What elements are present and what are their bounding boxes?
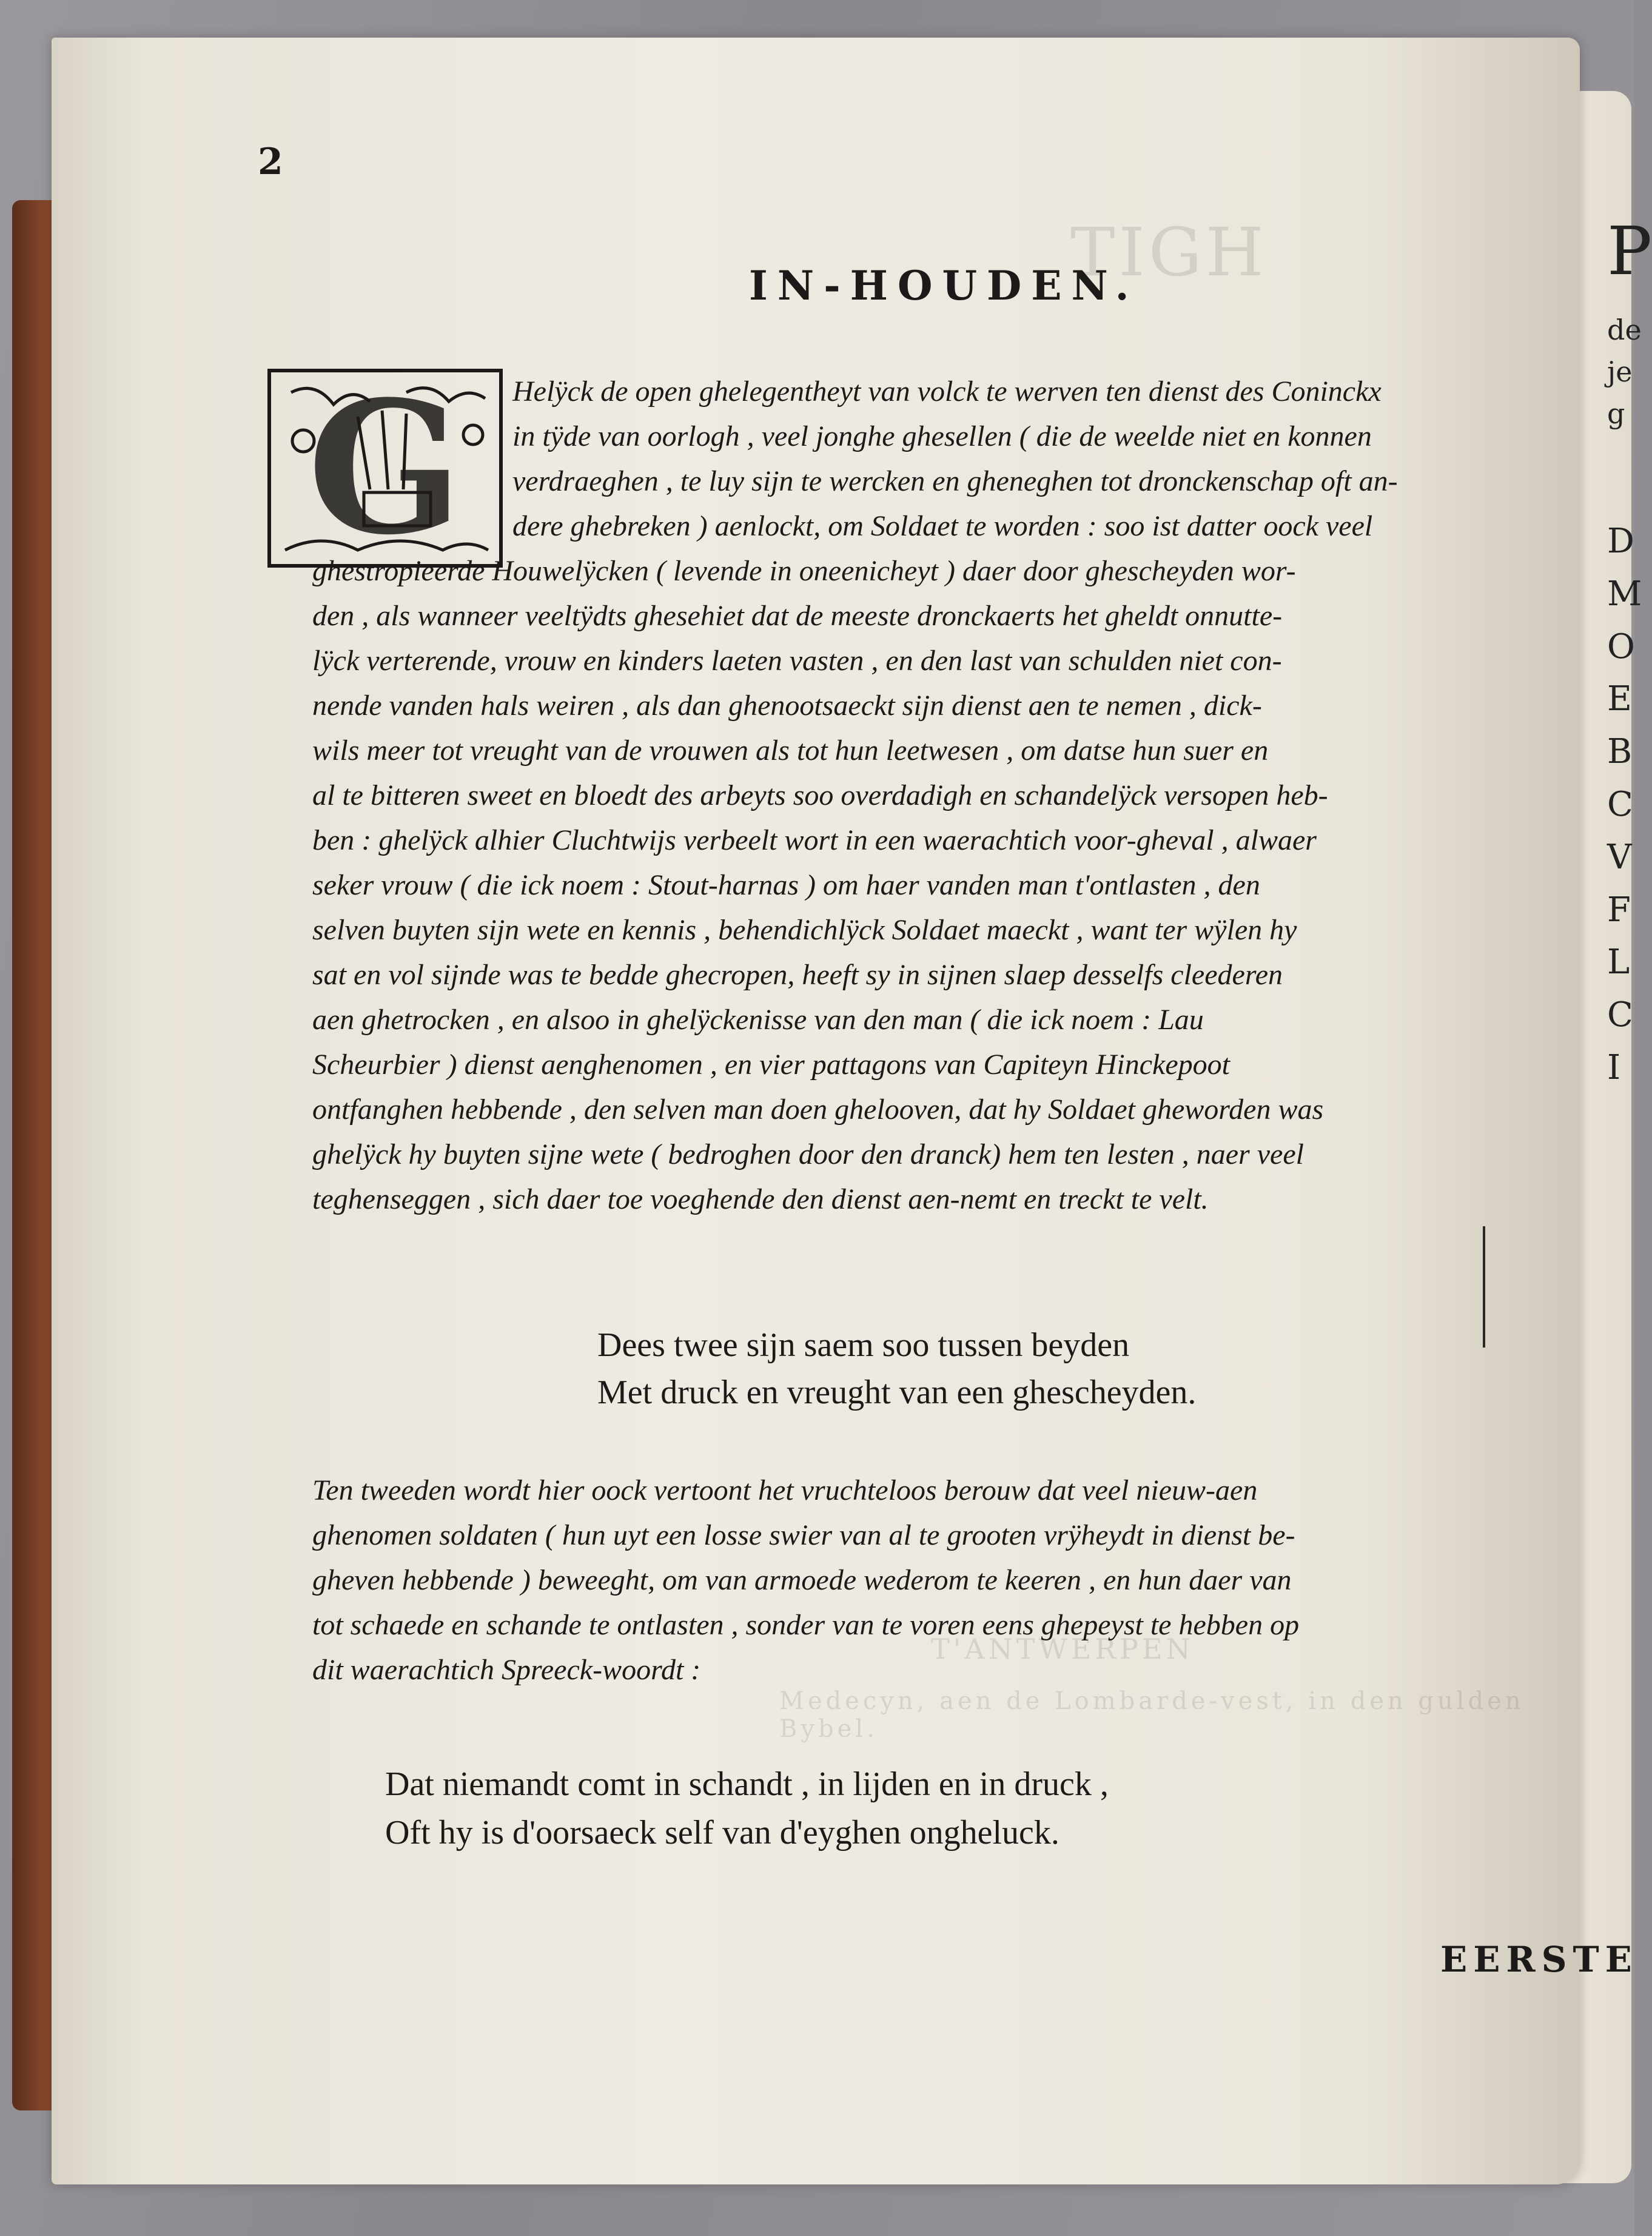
para1-line: selven buyten sijn wete en kennis , behendichlÿck Soldaet maeckt , want ter wÿlen hy <box>312 914 1297 946</box>
para2-line: gheven hebbende ) beweeght, om van armoede wederom te keeren , en hun daer van <box>312 1564 1292 1596</box>
margin-mark <box>1483 1226 1485 1348</box>
para1-line: ghelÿck hy buyten sijne wete ( bedroghen door den dranck) hem ten lesten , naer veel <box>312 1138 1304 1170</box>
para1-line: aen ghetrocken , en alsoo in ghelÿckenisse van den man ( die ick noem : Lau <box>312 1004 1204 1036</box>
para1-line: nende vanden hals weiren , als dan ghenootsaeckt sijn dienst aen te nemen , dick- <box>312 690 1262 722</box>
para1-line: teghenseggen , sich daer toe voeghende den dienst aen-nemt en treckt te velt. <box>312 1183 1209 1215</box>
para1-line: sat en vol sijnde was te bedde ghecropen, heeft sy in sijnen slaep desselfs cleederen <box>312 959 1283 991</box>
verse2-line: Oft hy is d'oorsaeck self van d'eyghen ongheluck. <box>385 1814 1059 1852</box>
woodcut-initial-icon <box>267 361 503 575</box>
para2-line: dit waerachtich Spreeck-woordt : <box>312 1654 701 1686</box>
para1-line: wils meer tot vreught van de vrouwen als tot hun leetwesen , om datse hun suer en <box>312 734 1269 767</box>
para2-line: ghenomen soldaten ( hun uyt een losse swier van al te grooten vrÿheydt in dienst be- <box>312 1519 1295 1551</box>
para1-line: al te bitteren sweet en bloedt des arbeyts soo overdadigh en schandelÿck versopen heb- <box>312 779 1328 811</box>
para1-line: dere ghebreken ) aenlockt, om Soldaet te worden : soo ist datter oock veel <box>512 510 1373 542</box>
para1-line: ontfanghen hebbende , den selven man doen ghelooven, dat hy Soldaet gheworden was <box>312 1093 1324 1126</box>
verse1-line: Met druck en vreught van een ghescheyden. <box>597 1374 1197 1411</box>
para2-line: Ten tweeden wordt hier oock vertoont het vruchteloos berouw dat veel nieuw-aen <box>312 1474 1258 1506</box>
book-page: TIGH T'ANTWERPEN Medecyn, aen de Lombarde-vest, in den gulden Bybel. 2 IN-HOUDEN. G Helÿck de open ghelegentheyt van volck te werven ten dienst des Coninckx in tÿde van oorlogh , veel jonghe ghesellen ( die de weelde niet en konnen verdraeghen , te luy sijn te wercken en gheneghen tot dronckenschap oft an- dere ghebreken ) aenlockt, om Soldaet te worden : soo ist datter oock veel ghestropieerde Houwelÿcken ( levende in oneenicheyt ) daer door ghescheyden wor- den , als wanneer veeltÿdts ghesehiet dat de meeste dronckaerts het gheldt onnutte- lÿck verterende, vrouw en kinders laeten vasten , en den last van schulden niet con- nende vanden hals weiren , als dan ghenootsaeckt sijn dienst aen te nemen , dick- wils meer tot vreught van de vrouwen als tot hun leetwesen , om datse hun suer en al te bitteren sweet en bloedt des arbeyts soo overdadigh en schandelÿck versopen heb- ben : ghelÿck alhier Cluchtwijs verbeelt wort in een waerachtich voor-gheval , alwaer seker vrouw ( die ick noem : Stout-harnas ) om haer vanden man t'ontlasten , den selven buyten sijn wete en kennis , behendichlÿck Soldaet maeckt , want ter wÿlen hy sat en vol sijnde was te bedde ghecropen, heeft sy in sijnen slaep desselfs cleederen aen ghetrocken , en alsoo in ghelÿckenisse van den man ( die ick noem : Lau Scheurbier ) dienst aenghenomen , en vier pattagons van Capiteyn Hinckepoot ontfanghen hebbende , den selven man doen ghelooven, dat hy Soldaet gheworden was ghelÿck hy buyten sijne wete ( bedroghen door den dranck) hem ten lesten , naer veel teghenseggen , sich daer toe voeghende den dienst aen-nemt en treckt te velt. Dees twee sijn saem soo tussen beyden Met druck en vreught van een ghescheyden. Ten tweeden wordt hier oock vertoont het vruchteloos berouw dat veel nieuw-aen ghenomen soldaten ( hun uyt een losse swier van al te grooten vrÿheydt in dienst be- gheven hebbende ) beweeght, om van armoede wederom te keeren , en hun daer van tot schaede en schande te ontlasten , sonder van te voren eens ghepeyst te hebben op dit waerachtich Spreeck-woordt : Dat niemandt comt in schandt , in lijden en in druck , Oft hy is d'oorsaeck self van d'eyghen ongheluck. EERSTE <box>52 38 1580 2184</box>
page-title: IN-HOUDEN. <box>749 262 1139 309</box>
para1-line: ben : ghelÿck alhier Cluchtwijs verbeelt wort in een waerachtich voor-gheval , alwaer <box>312 824 1317 856</box>
para1-line: in tÿde van oorlogh , veel jonghe ghesellen ( die de weelde niet en konnen <box>512 420 1372 452</box>
para2-line: tot schaede en schande te ontlasten , sonder van te voren eens ghepeyst te hebben op <box>312 1609 1300 1641</box>
para1-line: Helÿck de open ghelegentheyt van volck te werven ten dienst des Coninckx <box>512 375 1382 408</box>
para1-line: verdraeghen , te luy sijn te wercken en gheneghen tot dronckenschap oft an- <box>512 465 1398 497</box>
para1-line: Scheurbier ) dienst aenghenomen , en vier pattagons van Capiteyn Hinckepoot <box>312 1049 1230 1081</box>
para1-line: ghestropieerde Houwelÿcken ( levende in oneenicheyt ) daer door ghescheyden wor- <box>312 555 1296 587</box>
para1-line: lÿck verterende, vrouw en kinders laeten vasten , en den last van schulden niet con- <box>312 645 1282 677</box>
para1-line: den , als wanneer veeltÿdts ghesehiet dat de meeste dronckaerts het gheldt onnutte- <box>312 600 1283 632</box>
next-page-edge: P de je g D M O E B C V F L C I <box>1540 91 1631 2183</box>
catchword: EERSTE <box>1440 1939 1638 1980</box>
page-number: 2 <box>258 141 283 183</box>
para1-line: seker vrouw ( die ick noem : Stout-harnas ) om haer vanden man t'ontlasten , den <box>312 869 1260 901</box>
verse1-line: Dees twee sijn saem soo tussen beyden <box>597 1326 1130 1364</box>
svg-text:G: G <box>307 361 463 575</box>
verse2-line: Dat niemandt comt in schandt , in lijden en in druck , <box>385 1765 1109 1803</box>
